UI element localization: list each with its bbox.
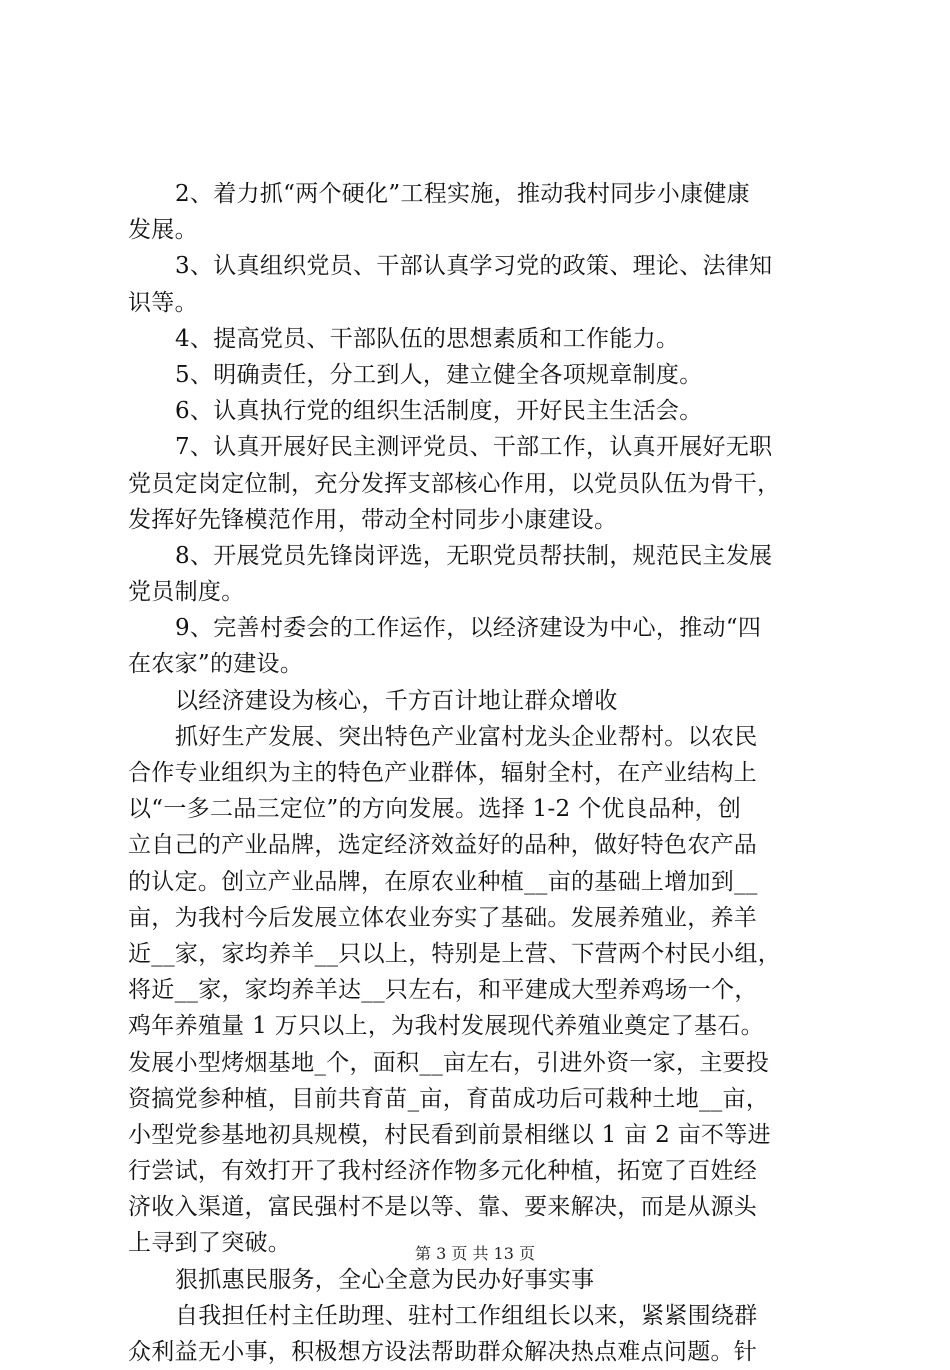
text-line: 5、明确责任，分工到人，建立健全各项规章制度。 [175, 361, 703, 388]
text-line: 8、开展党员先锋岗评选，无职党员帮扶制，规范民主发展 [175, 542, 773, 569]
text-line: 6、认真执行党的组织生活制度，开好民主生活会。 [175, 398, 703, 425]
text-line: 合作专业组织为主的特色产业群体，辐射全村，在产业结构上 [128, 760, 758, 786]
text-line: 的认定。创立产业品牌，在原农业种植__亩的基础上增加到__ [128, 868, 758, 895]
text-line: 鸡年养殖量 1 万只以上，为我村发展现代养殖业奠定了基石。 [128, 1013, 764, 1040]
text-line: 上寻到了突破。 [128, 1230, 292, 1257]
text-line: 将近__家，家均养羊达__只左右，和平建成大型养鸡场一个， [128, 977, 758, 1004]
text-line: 小型党参基地初具规模，村民看到前景相继以 1 亩 2 亩不等进 [128, 1121, 771, 1148]
text-line: 亩，为我村今后发展立体农业夯实了基础。发展养殖业，养羊 [128, 904, 758, 931]
text-line: 在农家”的建设。 [128, 651, 304, 678]
text-line: 2、着力抓“两个硬化”工程实施，推动我村同步小康健康 [175, 181, 750, 207]
text-line: 党员制度。 [128, 579, 245, 606]
text-line: 4、提高党员、干部队伍的思想素质和工作能力。 [175, 325, 680, 352]
text-line: 9、完善村委会的工作运作，以经济建设为中心，推动“四 [175, 615, 762, 642]
text-line: 行尝试，有效打开了我村经济作物多元化种植，拓宽了百姓经 [128, 1158, 758, 1185]
text-line: 党员定岗定位制，充分发挥支部核心作用，以党员队伍为骨干， [128, 470, 781, 497]
body-text [128, 176, 848, 1370]
text-line: 众利益无小事，积极想方设法帮助群众解决热点难点问题。针 [128, 1339, 758, 1365]
text-line: 抓好生产发展、突出特色产业富村龙头企业帮村。以农民 [175, 723, 758, 750]
text-line: 自我担任村主任助理、驻村工作组组长以来，紧紧围绕群 [175, 1302, 758, 1329]
section-heading: 狠抓惠民服务，全心全意为民办好事实事 [175, 1266, 595, 1293]
section-heading: 以经济建设为核心，千方百计地让群众增收 [175, 687, 618, 714]
page-footer [0, 1241, 950, 1264]
text-line: 资搞党参种植，目前共育苗_亩，育苗成功后可栽种土地__亩， [128, 1085, 770, 1112]
text-line: 发挥好先锋模范作用，带动全村同步小康建设。 [128, 506, 618, 533]
text-line: 发展。 [128, 217, 198, 244]
page-number-label: 第 3 页 共 13 页 [415, 1244, 535, 1263]
text-line: 7、认真开展好民主测评党员、干部工作，认真开展好无职 [175, 434, 773, 461]
text-line: 识等。 [128, 289, 198, 316]
text-line: 发展小型烤烟基地_个，面积__亩左右，引进外资一家，主要投 [128, 1049, 770, 1076]
text-line: 近__家，家均养羊__只以上，特别是上营、下营两个村民小组， [128, 940, 781, 967]
text-line: 立自己的产业品牌，选定经济效益好的品种，做好特色农产品 [128, 832, 758, 859]
text-line: 济收入渠道，富民强村不是以等、靠、要来解决，而是从源头 [128, 1194, 758, 1221]
text-line: 3、认真组织党员、干部认真学习党的政策、理论、法律知 [175, 253, 773, 280]
text-line: 以“一多二品三定位”的方向发展。选择 1-2 个优良品种，创 [128, 796, 742, 823]
